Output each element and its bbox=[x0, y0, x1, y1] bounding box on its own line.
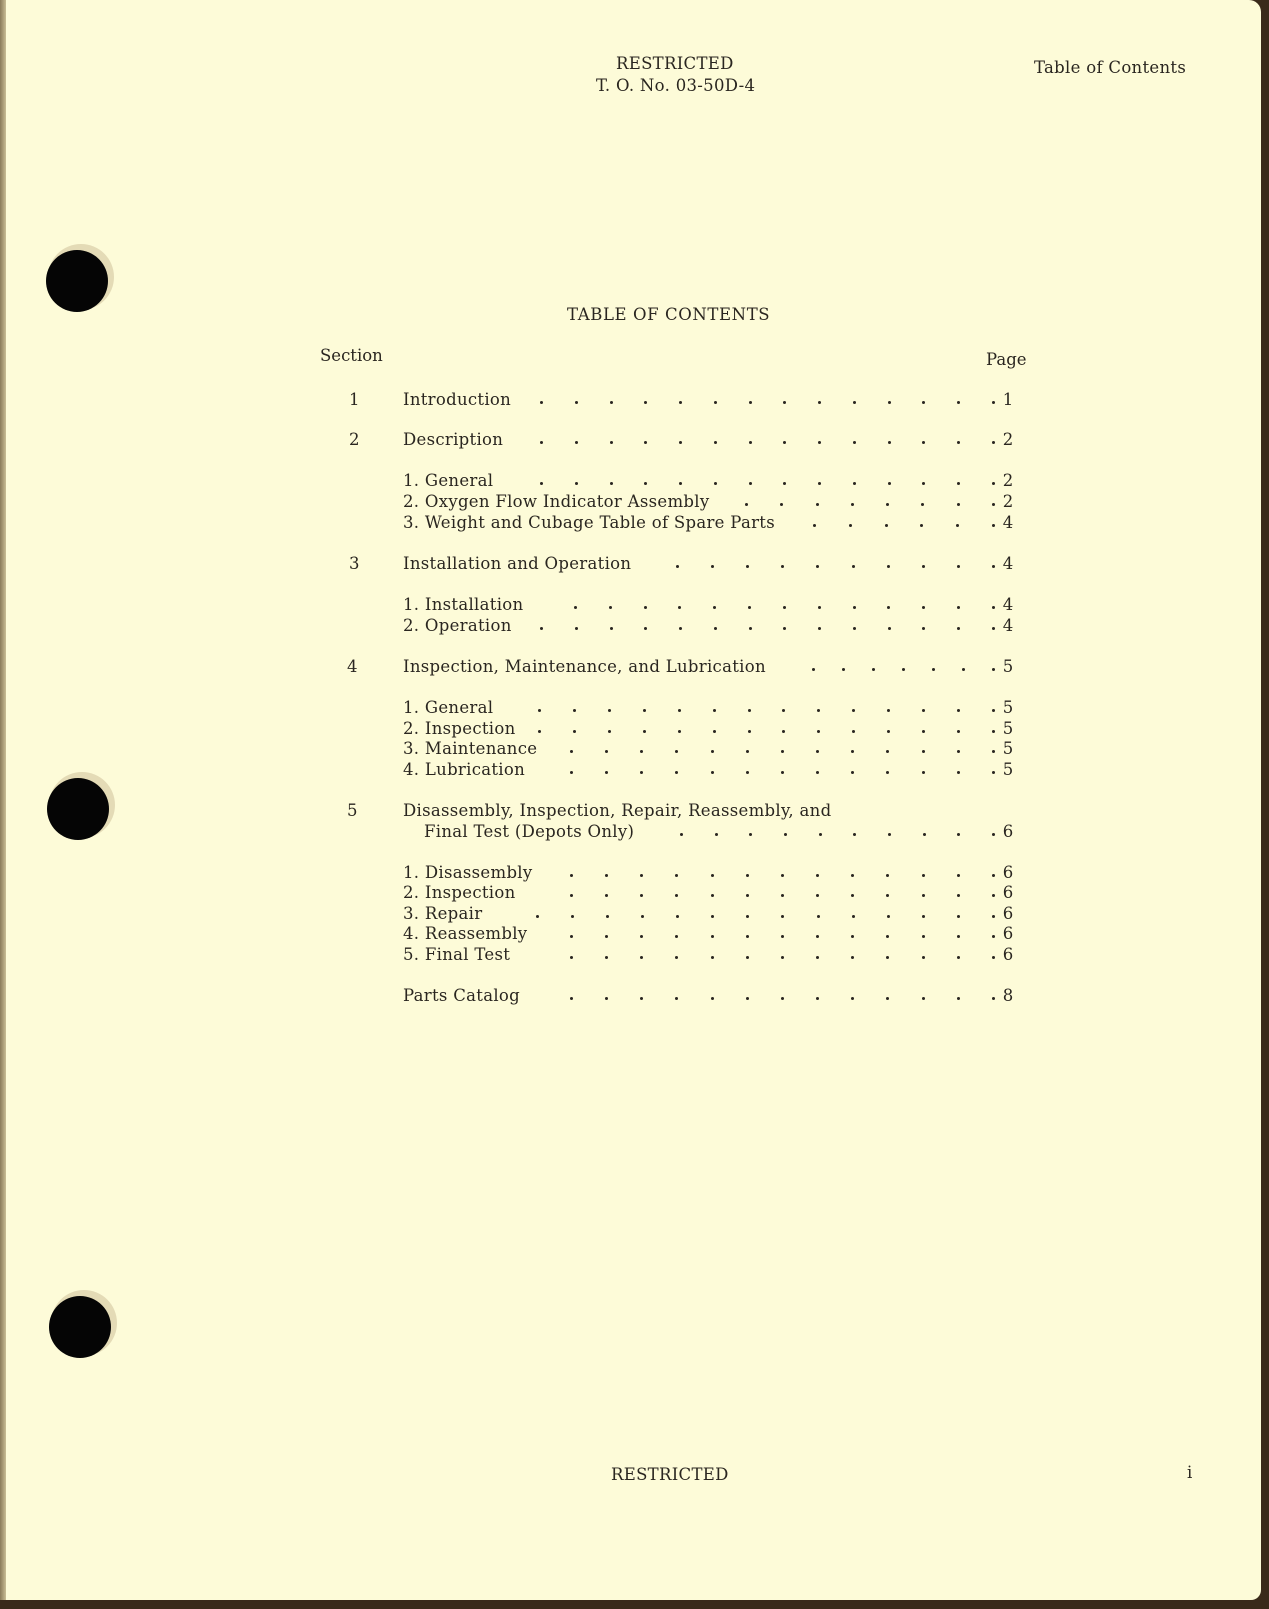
toc-subentry[interactable] bbox=[0, 760, 1269, 780]
header-doc-number: T. O. No. 03-50D-4 bbox=[596, 76, 756, 95]
page-ref: 5 bbox=[1002, 719, 1014, 738]
toc-subentry[interactable] bbox=[0, 513, 1269, 533]
page-ref: 2 bbox=[1002, 430, 1014, 449]
toc-entry[interactable] bbox=[0, 801, 1269, 821]
toc-subentry[interactable] bbox=[0, 595, 1269, 615]
page-left-edge bbox=[0, 0, 6, 1600]
footer-page-number: i bbox=[1187, 1463, 1193, 1482]
dot-leader bbox=[540, 390, 995, 410]
header-classification: RESTRICTED bbox=[616, 54, 734, 73]
entry-label: 5. Final Test bbox=[403, 945, 511, 964]
page-ref: 6 bbox=[1002, 822, 1014, 841]
toc-entry[interactable] bbox=[0, 657, 1269, 677]
dot-leader bbox=[540, 471, 995, 491]
toc-subentry[interactable] bbox=[0, 698, 1269, 718]
toc-entry[interactable] bbox=[0, 986, 1269, 1006]
toc-subentry[interactable] bbox=[0, 471, 1269, 491]
page-ref: 5 bbox=[1002, 760, 1014, 779]
entry-label: Disassembly, Inspection, Repair, Reassembly, and bbox=[403, 801, 832, 820]
dot-leader bbox=[536, 904, 995, 924]
column-header-page: Page bbox=[986, 350, 1027, 369]
dot-leader bbox=[812, 657, 995, 677]
punch-hole bbox=[46, 250, 108, 312]
dot-leader bbox=[570, 739, 995, 759]
dot-leader bbox=[745, 492, 995, 512]
toc-entry[interactable] bbox=[0, 554, 1269, 574]
punch-hole bbox=[49, 1296, 111, 1358]
entry-label: 2. Operation bbox=[403, 616, 512, 635]
toc-subentry[interactable] bbox=[0, 924, 1269, 944]
toc-subentry[interactable] bbox=[0, 739, 1269, 759]
page-ref: 5 bbox=[1002, 739, 1014, 758]
dot-leader bbox=[540, 616, 995, 636]
dot-leader bbox=[570, 863, 995, 883]
entry-label: Installation and Operation bbox=[403, 554, 632, 573]
toc-subentry[interactable] bbox=[0, 719, 1269, 739]
section-number: 5 bbox=[347, 801, 358, 820]
page-ref: 4 bbox=[1002, 616, 1014, 635]
toc-entry[interactable] bbox=[0, 430, 1269, 450]
entry-label: 4. Reassembly bbox=[403, 924, 528, 943]
entry-label: Parts Catalog bbox=[403, 986, 521, 1005]
dot-leader bbox=[570, 924, 995, 944]
column-header-section: Section bbox=[320, 346, 383, 365]
footer-classification: RESTRICTED bbox=[611, 1465, 729, 1484]
dot-leader bbox=[570, 986, 995, 1006]
page-ref: 2 bbox=[1002, 492, 1014, 511]
header-section-title: Table of Contents bbox=[1034, 58, 1187, 77]
entry-label: Introduction bbox=[403, 390, 512, 409]
page-title: TABLE OF CONTENTS bbox=[567, 305, 771, 324]
entry-label: Inspection, Maintenance, and Lubrication bbox=[403, 657, 766, 676]
section-number: 2 bbox=[349, 430, 360, 449]
toc-subentry[interactable] bbox=[0, 945, 1269, 965]
section-number: 3 bbox=[349, 554, 360, 573]
toc-subentry[interactable] bbox=[0, 883, 1269, 903]
page-ref: 4 bbox=[1002, 554, 1014, 573]
page-ref: 6 bbox=[1002, 924, 1014, 943]
entry-label-continuation: Final Test (Depots Only) bbox=[424, 822, 635, 841]
page-ref: 5 bbox=[1002, 657, 1014, 676]
page-ref: 4 bbox=[1002, 595, 1014, 614]
entry-label: 1. General bbox=[403, 471, 494, 490]
dot-leader bbox=[680, 822, 995, 842]
entry-label: 1. Installation bbox=[403, 595, 524, 614]
page-ref: 1 bbox=[1002, 390, 1014, 409]
page-ref: 2 bbox=[1002, 471, 1014, 490]
section-number: 4 bbox=[347, 657, 358, 676]
entry-label: 2. Oxygen Flow Indicator Assembly bbox=[403, 492, 710, 511]
toc-subentry[interactable] bbox=[0, 863, 1269, 883]
entry-label: 2. Inspection bbox=[403, 719, 516, 738]
dot-leader bbox=[813, 513, 995, 533]
dot-leader bbox=[538, 719, 995, 739]
toc-entry[interactable] bbox=[0, 390, 1269, 410]
entry-label: 1. Disassembly bbox=[403, 863, 533, 882]
toc-subentry[interactable] bbox=[0, 492, 1269, 512]
dot-leader bbox=[570, 883, 995, 903]
entry-label: 3. Maintenance bbox=[403, 739, 538, 758]
entry-label: 1. General bbox=[403, 698, 494, 717]
section-number: 1 bbox=[349, 390, 360, 409]
page-ref: 5 bbox=[1002, 698, 1014, 717]
dot-leader bbox=[540, 430, 995, 450]
dot-leader bbox=[538, 698, 995, 718]
dot-leader bbox=[676, 554, 995, 574]
page-ref: 8 bbox=[1002, 986, 1014, 1005]
entry-label: 3. Weight and Cubage Table of Spare Parts bbox=[403, 513, 775, 532]
dot-leader bbox=[570, 945, 995, 965]
entry-label: 3. Repair bbox=[403, 904, 483, 923]
page-ref: 4 bbox=[1002, 513, 1014, 532]
entry-label: 4. Lubrication bbox=[403, 760, 526, 779]
entry-label: Description bbox=[403, 430, 504, 449]
page-ref: 6 bbox=[1002, 904, 1014, 923]
entry-label: 2. Inspection bbox=[403, 883, 516, 902]
toc-subentry[interactable] bbox=[0, 616, 1269, 636]
dot-leader bbox=[570, 760, 995, 780]
dot-leader bbox=[574, 595, 995, 615]
toc-entry-continuation[interactable] bbox=[0, 822, 1269, 842]
page-ref: 6 bbox=[1002, 945, 1014, 964]
page-ref: 6 bbox=[1002, 883, 1014, 902]
page-ref: 6 bbox=[1002, 863, 1014, 882]
toc-subentry[interactable] bbox=[0, 904, 1269, 924]
